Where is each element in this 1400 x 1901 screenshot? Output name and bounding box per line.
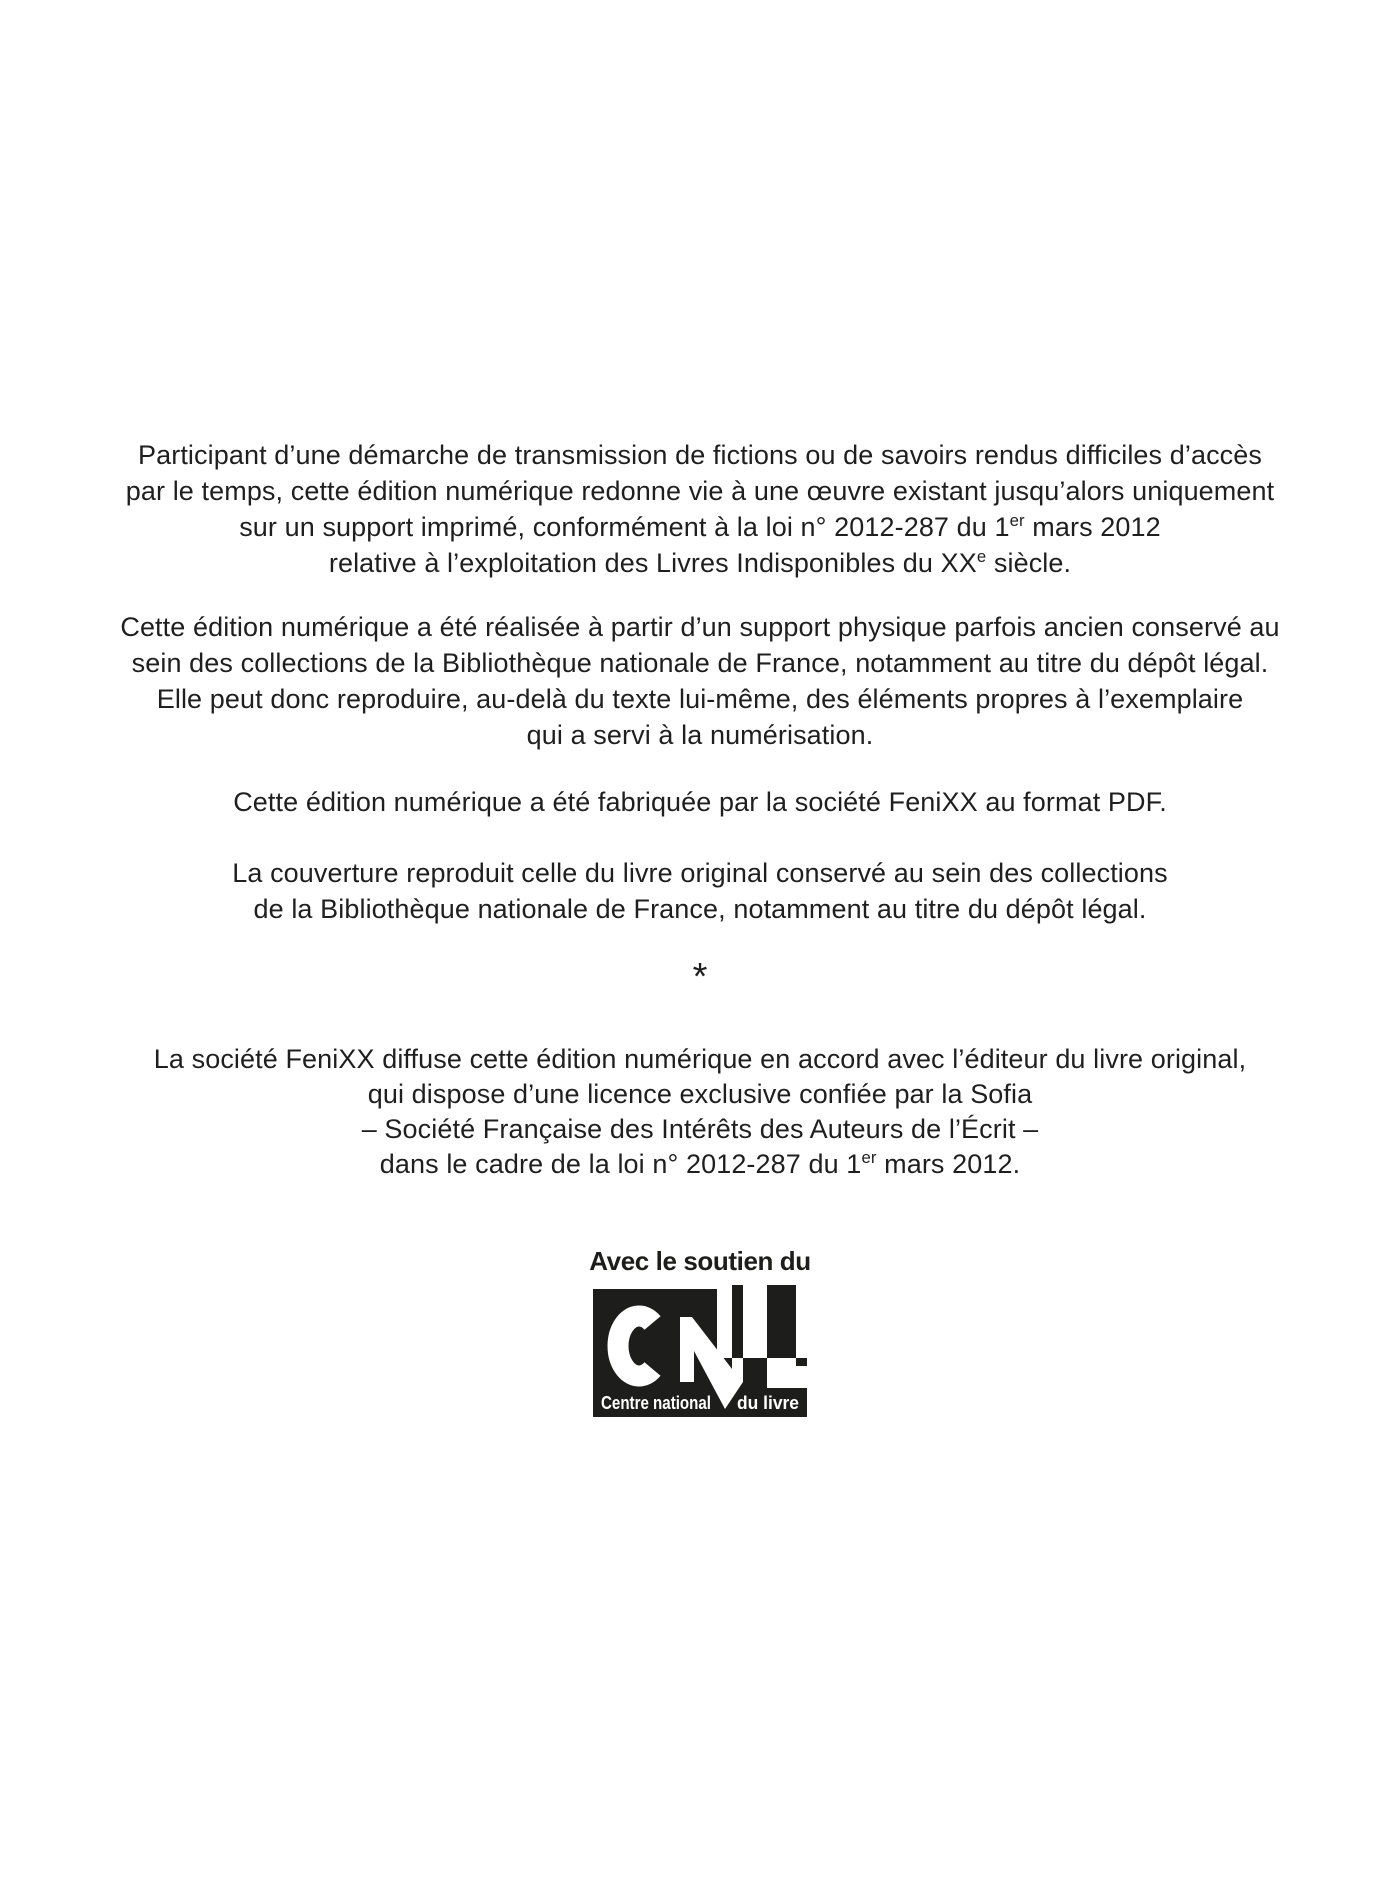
superscript: er [861,1148,877,1167]
text-line: Cette édition numérique a été fabriquée par la société FeniXX au format PDF. [233,787,1167,817]
n-stem-extension [732,1285,743,1359]
paragraph-legal-context [0,437,1400,581]
paragraph-fenixx-pdf [0,784,1400,820]
text-segment: siècle. [986,548,1072,578]
logo-caption-right: du livre [737,1392,799,1413]
l-stem-extension [767,1285,796,1359]
text-line: par le temps, cette édition numérique redonne vie à une œuvre existant jusqu’alors uniquement [125,476,1275,506]
paragraph-bnf-source [0,609,1400,753]
cnl-support-caption: Avec le soutien du [589,1246,811,1276]
text-line: Cette édition numérique a été réalisée à partir d’un support physique parfois ancien conservé au [120,612,1280,642]
text-line: La société FeniXX diffuse cette édition numérique en accord avec l’éditeur du livre original, [153,1044,1247,1074]
text-segment: relative à l’exploitation des Livres Indisponibles du XX [328,548,977,578]
text-line: qui a servi à la numérisation. [526,720,874,750]
text-segment: sur un support imprimé, conformément à la loi n° 2012-287 du 1 [239,512,1010,542]
text-line: Elle peut donc reproduire, au-delà du texte lui-même, des éléments propres à l’exemplaire [156,684,1244,714]
text-line [0,509,1400,545]
text-line [0,545,1400,581]
text-line: La couverture reproduit celle du livre original conservé au sein des collections [232,858,1168,888]
cnl-logo-graphic [593,1285,807,1417]
text-line [0,1147,1400,1182]
text-line: qui dispose d’une licence exclusive confiée par la Sofia [367,1079,1033,1109]
text-line: – Société Française des Intérêts des Auteurs de l’Écrit – [361,1114,1039,1144]
paragraph-diffusion [0,1042,1400,1182]
text-line: Participant d’une démarche de transmission de fictions ou de savoirs rendus difficiles d’accès [138,440,1262,470]
text-line: sein des collections de la Bibliothèque nationale de France, notamment au titre du dépôt légal. [131,648,1269,678]
logo-caption-left: Centre national [601,1392,711,1413]
text-segment: mars 2012. [876,1149,1021,1179]
superscript: e [976,547,987,566]
asterisk-separator: * [692,956,708,998]
text-line: de la Bibliothèque nationale de France, notamment au titre du dépôt légal. [253,894,1147,924]
superscript: er [1009,511,1025,530]
cnl-logo [0,1285,1400,1417]
paragraph-cover [0,855,1400,927]
text-segment: mars 2012 [1024,512,1161,542]
text-segment: dans le cadre de la loi n° 2012-287 du 1 [379,1149,862,1179]
